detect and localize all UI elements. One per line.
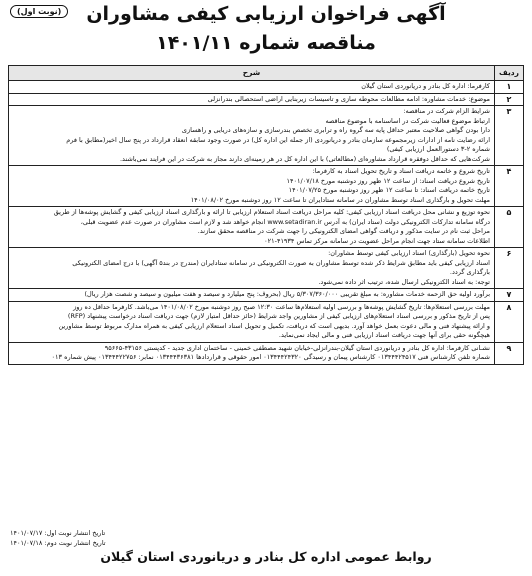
description-line: مهلت تحویل و بارگذاری اسناد توسط مشاوران در سامانه ستادایران تا ساعت ۱۲ روز دوشنبه مورخ ۱۴۰۱/۰۸/۰۲: [190, 195, 490, 204]
description-line: موضوع: خدمات مشاوره: ادامه مطالعات محوطه سازی و تاسیسات زیربنایی اراضی استحصالی بندرانزلی: [207, 94, 490, 103]
table-row: [9, 207, 524, 248]
table-header-row: [9, 66, 524, 81]
tender-details-table: [8, 65, 524, 365]
row-number: ۱: [495, 81, 524, 94]
row-number: ۳: [495, 106, 524, 166]
publication-round-badge: (نوبت اول): [10, 5, 68, 18]
issuer-signature: روابط عمومی اداره کل بنادر و دریانوردی استان گیلان: [100, 549, 432, 564]
description-line: پس از تاریخ مذکور و بررسی اسناد استعلام‌های ارزیابی کیفی از مشاورین واجد شرایط (حائز حداقل امتیاز لازم) جهت دریافت اسناد درخواست پیشنهاد (RFP): [67, 312, 490, 320]
row-description: [9, 289, 495, 302]
row-number: ۷: [495, 289, 524, 302]
row-number: ۲: [495, 93, 524, 106]
row-description: [9, 207, 495, 248]
description-line: مراحل ثبت نام در سایت مذکور و دریافت گواهی امضای الکترونیکی را جهت شرکت در مناقصه محقق سازند.: [197, 227, 490, 235]
description-line: اسناد ارزیابی کیفی باید مطابق شرایط ذکر شده توسط مشاوران به صورت الکترونیکی در سامانه ستادایران (مندرج در بند۵ آگهی) با درج امضای الکترونیکی: [72, 258, 490, 267]
description-line: شرایط الزام شرکت در مناقصه:: [403, 107, 490, 115]
row-description: [9, 106, 495, 166]
row-description: [9, 342, 495, 364]
description-line: تاریخ شروع دریافت اسناد: از ساعت ۱۲ ظهر روز دوشنبه مورخ ۱۴۰۱/۰۷/۱۸: [286, 176, 490, 185]
tender-number: مناقصه شماره ۱۴۰۱/۱۱: [156, 32, 376, 54]
first-publication-date: تاریخ انتشار نوبت اول: ۱۴۰۱/۰۷/۱۷: [10, 529, 106, 537]
description-line: برآورد اولیه حق الزحمه خدمات مشاوره: به مبلغ تقریبی ۵/۳۰۷/۳۶۰/۰۰۰ ریال (بحروف: پنج میلیارد و سیصد و هفت میلیون و سیصد و شصت هزار ریال): [84, 290, 490, 298]
description-line: درگاه سامانه تدارکات الکترونیکی دولت (ستاد ایران) به آدرس www.setadiran.ir انجام خواهد شد و لازم است مشاوران در صورت عدم عضویت قبلی،: [80, 217, 490, 226]
row-number: ۸: [495, 301, 524, 342]
publication-dates: [10, 528, 260, 548]
notice-header: [0, 0, 532, 62]
notice-title: آگهی فراخوان ارزیابی کیفی مشاوران: [86, 3, 446, 25]
row-number: ۵: [495, 207, 524, 248]
table-row: [9, 301, 524, 342]
row-description: [9, 81, 495, 94]
table-row: [9, 93, 524, 106]
row-description: [9, 166, 495, 207]
table-row: [9, 289, 524, 302]
description-line: نحوه تحویل (بارگذاری) اسناد ارزیابی کیفی توسط مشاوران:: [328, 249, 490, 257]
description-line: و ارائه پیشنهاد فنی و مالی دعوت بعمل خواهد آورد. بدیهی است که دریافت، تکمیل و تحویل اسناد استعلام ارزیابی کیفی به همراه مدارک مربوط توسط مشاورین: [58, 321, 490, 330]
table-row: [9, 166, 524, 207]
description-line: ارتباط موضوع فعالیت شرکت در اساسنامه با موضوع مناقصه: [325, 116, 490, 125]
second-publication-date: تاریخ انتشار نوبت دوم: ۱۴۰۱/۰۷/۱۸: [10, 539, 106, 547]
description-line: ارائه رضایت نامه از ادارات زیرمجموعه سازمان بنادر و دریانوردی (از جمله این اداره کل) در صورت وجود سابقه انعقاد قرارداد در پنج سال اخیر(مطابق با فرم: [66, 135, 490, 144]
description-line: تاریخ شروع و خاتمه دریافت اسناد و تاریخ تحویل اسناد به کارفرما:: [312, 167, 490, 175]
description-line: شماره ۲-۳ دستورالعمل ارزیابی کیفی): [386, 145, 490, 153]
description-line: هیچگونه حقی برای آنها جهت دریافت اسناد ارزیابی فنی و مالی ایجاد نمی‌نماید.: [278, 331, 490, 339]
row-description: [9, 93, 495, 106]
table-body: [9, 81, 524, 365]
description-line: دارا بودن گواهی صلاحیت معتبر حداقل پایه سه گروه راه و ترابری تخصص بندرسازی و سازه‌های دریایی و راهسازی: [181, 126, 490, 134]
description-line: کارفرما: اداره کل بنادر و دریانوردی استان گیلان: [361, 82, 490, 90]
description-line: اطلاعات سامانه ستاد جهت انجام مراحل عضویت در سامانه مرکز تماس ۴۱۹۳۴-۰۲۱: [264, 236, 490, 245]
row-number: ۶: [495, 248, 524, 289]
table-row: [9, 248, 524, 289]
row-description: [9, 248, 495, 289]
description-header: شرح: [9, 66, 495, 81]
description-line: نشـانی کارفرما: اداره کل بنادر و دریانوردی استان گیلان-بندرانزلی-خیابان شهید مصطفی خمینی - ساختمان اداری جدید - کدپستی ۴۳۱۵۶-۹۵۶۶۵: [104, 343, 490, 352]
row-number: ۹: [495, 342, 524, 364]
description-line: تاریخ خاتمه دریافت اسناد: تا ساعت ۱۲ ظهر روز دوشنبه مورخ ۱۴۰۱/۰۷/۲۵: [288, 186, 490, 194]
row-number: ۴: [495, 166, 524, 207]
description-line: شماره تلفن کارشناس فنی ۰۱۳۴۴۴۲۴۵۱۷ کارشناس پیمان و رسیدگی ۰۱۳۴۴۴۲۴۳۲۰ امور حقوقی و قراردادها ۰۱۳۴۴۴۳۶۳۸۱ نمابر: ۰۱۳۴۴۴۲۲۷۵۶ پیش شماره ۰۱۳: [51, 353, 490, 361]
description-line: مهلت بررسی استعلام‌ها: تاریخ گشایش پوشه‌ها و بررسی اولیه استعلام‌ها ساعت ۱۲:۳۰ صبح روز دوشنبه مورخ ۱۴۰۱/۰۸/۰۲ می‌باشد. کارفرما حداقل ده روز: [73, 302, 490, 311]
table-row: [9, 81, 524, 94]
description-line: بارگذاری گردد.: [449, 268, 490, 276]
table-row: [9, 106, 524, 166]
table-row: [9, 342, 524, 364]
row-number-header: ردیف: [495, 66, 524, 81]
description-line: شرکت‌هایی که حداقل دوفقره قرارداد مشاوره‌ای (مطالعاتی) با این اداره کل در هر زمینه‌ای دارند مجاز به شرکت در این فرایند نمی‌باشند.: [119, 154, 490, 163]
description-line: توجه: به اسناد الکترونیکی ارسال شده، ترتیب اثر داده نمی‌شود.: [318, 277, 490, 286]
description-line: نحوه توزیع و نشانی محل دریافت اسناد ارزیابی کیفی: کلیه مراحل دریافت اسناد استعلام ارزیابی تا ارائه و بارگذاری اسناد ارزیابی کیفی و گشایش پوشه‌ها از طریق: [53, 208, 490, 216]
row-description: [9, 301, 495, 342]
